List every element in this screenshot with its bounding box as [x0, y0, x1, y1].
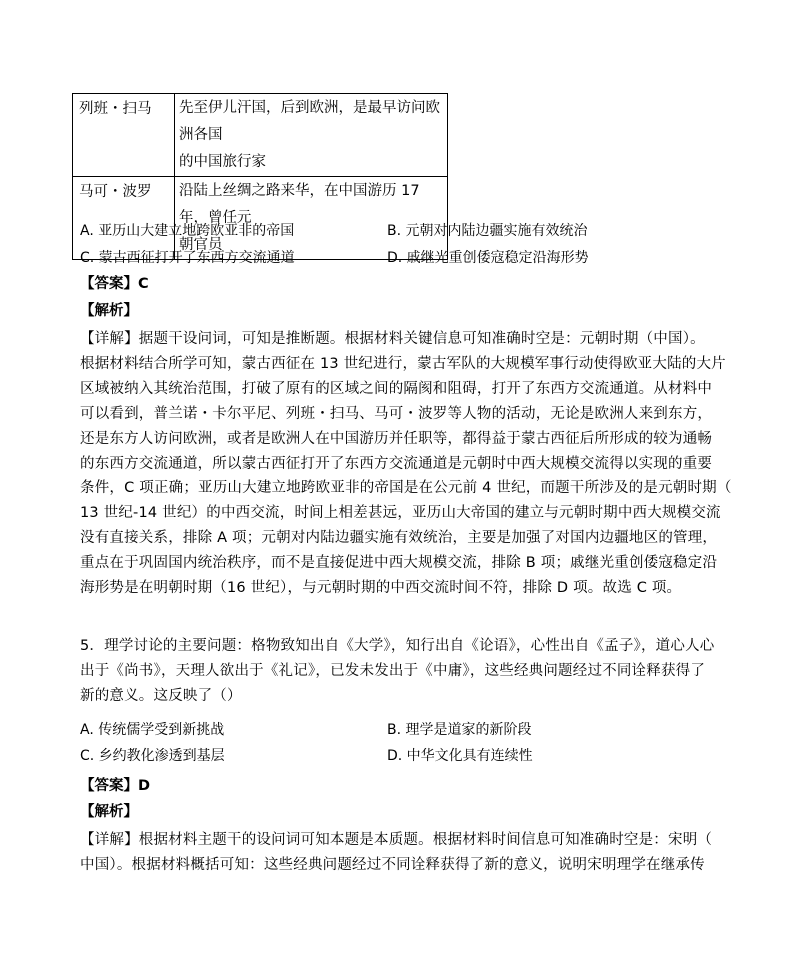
detail-line: 根据材料结合所学可知，蒙古西征在 13 世纪进行，蒙古军队的大规模军事行动使得欧亚大陆的大片 [80, 355, 726, 372]
table-cell-name: 马可・波罗 [73, 177, 175, 260]
detail-line: 海形势是在明朝时期（16 世纪），与元朝时期的中西交流时间不符，排除 D 项。故选 C 项。 [80, 580, 682, 597]
q4-option-a: A. 亚历山大建立地跨欧亚非的帝国 [80, 223, 295, 239]
detail-line: 【详解】根据材料主题干的设问词可知本题是本质题。根据材料时间信息可知准确时空是：宋明（ [80, 832, 713, 848]
q4-option-d: D. 戚继光重创倭寇稳定沿海形势 [387, 250, 589, 266]
q5-option-d: D. 中华文化具有连续性 [387, 748, 533, 764]
desc-line: 先至伊儿汗国，后到欧洲，是最早访问欧洲各国 [179, 100, 440, 143]
q4-option-b: B. 元朝对内陆边疆实施有效统治 [387, 223, 588, 239]
q5-stem [80, 634, 720, 709]
desc-line: 朝官员 [179, 237, 223, 253]
q4-detail [80, 327, 732, 601]
detail-line: 可以看到，普兰诺・卡尔平尼、列班・扫马、马可・波罗等人物的活动，无论是欧洲人来到东方， [80, 405, 713, 422]
detail-line: 没有直接关系，排除 A 项；元朝对内陆边疆实施有效统治，主要是加强了对国内边疆地区的管理， [80, 530, 718, 547]
q4-option-c: C. 蒙古西征打开了东西方交流通道 [80, 250, 295, 266]
desc-line: 沿陆上丝绸之路来华，在中国游历 17 年，曾任元 [179, 183, 420, 226]
detail-line: 还是东方人访问欧洲，或者是欧洲人在中国游历并任职等，都得益于蒙古西征后所形成的较为通畅 [80, 430, 713, 447]
q5-answer: 【答案】D [80, 778, 151, 794]
desc-line: 的中国旅行家 [179, 154, 266, 170]
detail-line: 条件，C 项正确；亚历山大建立地跨欧亚非的帝国是在公元前 4 世纪，而题干所涉及的是元朝时期（ [80, 480, 732, 497]
q4-analysis-label: 【解析】 [80, 303, 138, 319]
detail-line: 的东西方交流通道，所以蒙古西征打开了东西方交流通道是元朝时中西大规模交流得以实现的重要 [80, 455, 713, 472]
stem-line: 出于《尚书》，天理人欲出于《礼记》，已发未发出于《中庸》，这些经典问题经过不同诠释获得了 [80, 662, 706, 679]
q5-option-b: B. 理学是道家的新阶段 [387, 722, 532, 738]
q5-analysis-label: 【解析】 [80, 804, 138, 820]
detail-line: 【详解】据题干设问词，可知是推断题。根据材料关键信息可知准确时空是：元朝时期（中国）。 [80, 331, 705, 347]
table-row [73, 94, 448, 177]
detail-line: 区域被纳入其统治范围，打破了原有的区域之间的隔阂和阻碍，打开了东西方交流通道。从材料中 [80, 380, 713, 397]
detail-line: 重点在于巩固国内统治秩序，而不是直接促进中西大规模交流，排除 B 项；戚继光重创倭寇稳定沿 [80, 555, 718, 572]
table-cell-name: 列班・扫马 [73, 94, 175, 177]
detail-line: 中国）。根据材料概括可知：这些经典问题经过不同诠释获得了新的意义，说明宋明理学在继承传 [80, 856, 705, 873]
q4-answer: 【答案】C [80, 276, 149, 292]
detail-line: 13 世纪-14 世纪）的中西交流，时间上相差甚远，亚历山大帝国的建立与元朝时期中西大规模交流 [80, 505, 721, 522]
table-cell-desc [175, 94, 448, 177]
stem-line: 新的意义。这反映了（） [80, 687, 242, 704]
stem-line: 5．理学讨论的主要问题：格物致知出自《大学》，知行出自《论语》，心性出自《孟子》，道心人心 [80, 638, 715, 654]
q5-detail [80, 828, 720, 878]
q5-option-a: A. 传统儒学受到新挑战 [80, 722, 225, 738]
q5-option-c: C. 乡约教化渗透到基层 [80, 748, 225, 764]
